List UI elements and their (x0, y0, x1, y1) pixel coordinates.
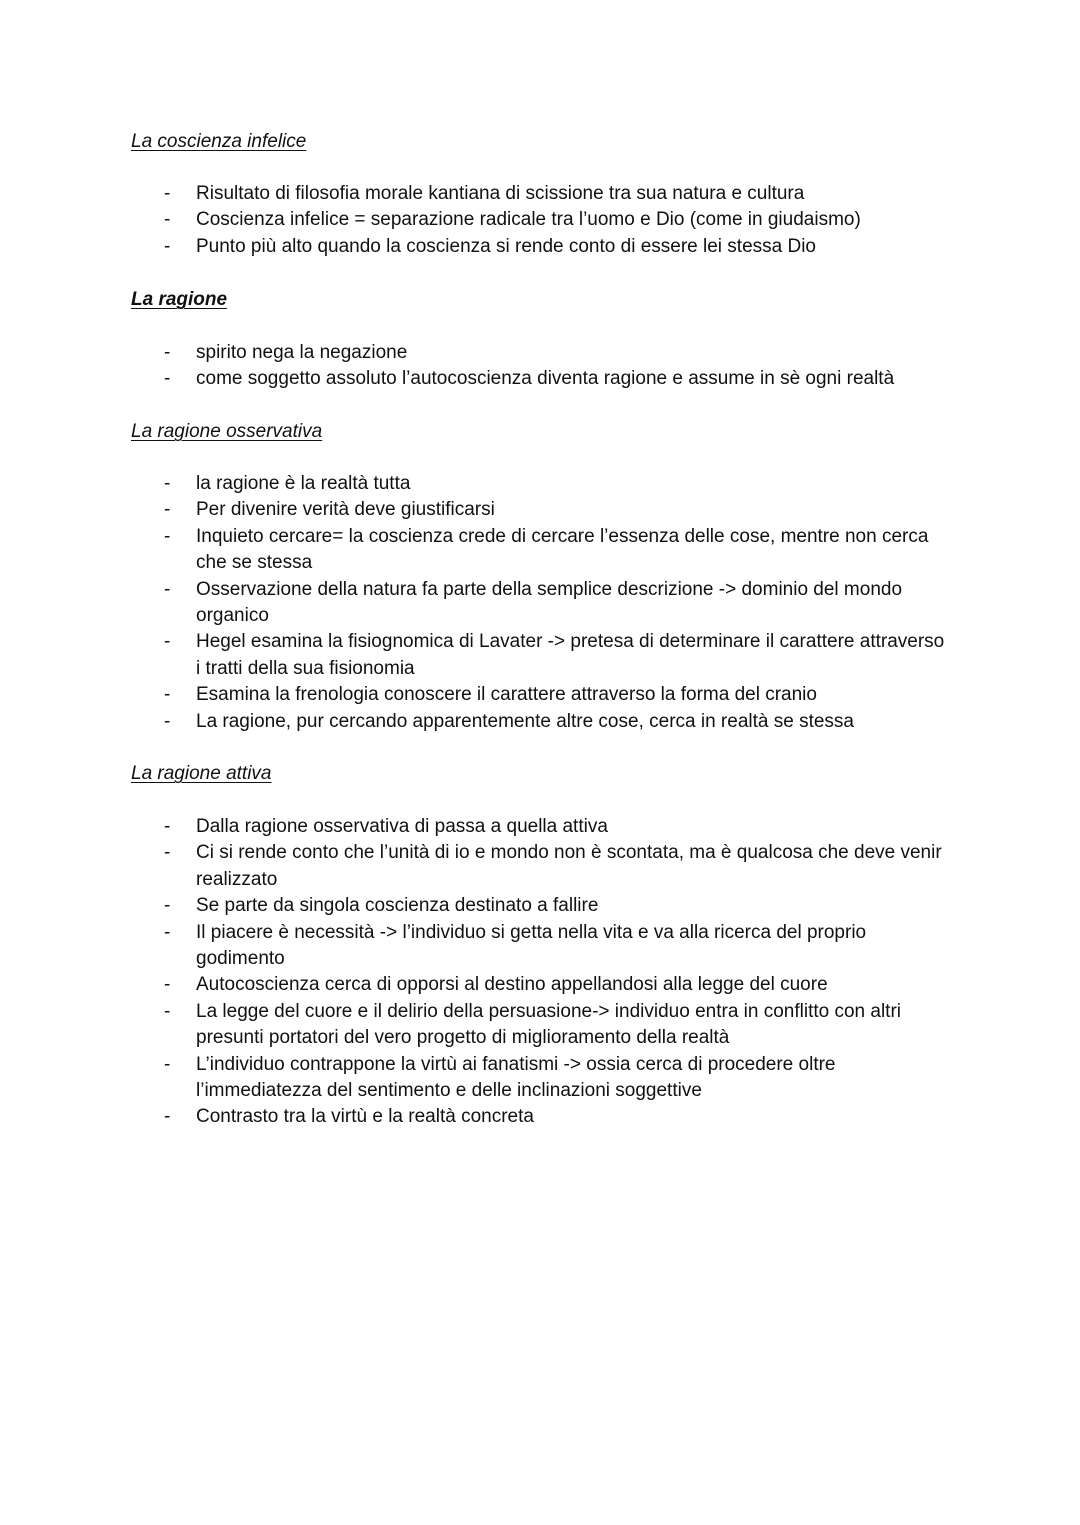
list-item: - la ragione è la realtà tutta (131, 471, 951, 497)
list-item: - Inquieto cercare= la coscienza crede di cercare l’essenza delle cose, mentre non cerca che se stessa (164, 525, 929, 574)
list-item: - Contrasto tra la virtù e la realtà concreta (131, 1104, 951, 1130)
bullet-dash: - (164, 342, 171, 363)
bullet-dash: - (164, 842, 171, 864)
list-item: - Risultato di filosofia morale kantiana di scissione tra sua natura e cultura (131, 181, 951, 207)
list-item: - La ragione, pur cercando apparentemente altre cose, cerca in realtà se stessa (131, 709, 951, 735)
list-item: - Esamina la frenologia conoscere il carattere attraverso la forma del cranio (131, 682, 951, 708)
bullet-dash: - (164, 684, 171, 706)
bullet-dash: - (164, 499, 171, 521)
list-item: - Autocoscienza cerca di opporsi al destino appellandosi alla legge del cuore (131, 972, 951, 998)
list-ragione-attiva (131, 814, 951, 1131)
list-item: - spirito nega la negazione (131, 340, 951, 366)
bullet-dash: - (164, 895, 171, 917)
bullet-dash: - (164, 1000, 171, 1022)
list-item: - Punto più alto quando la coscienza si rende conto di essere lei stessa Dio (131, 234, 951, 260)
bullet-dash: - (164, 710, 171, 732)
bullet-dash: - (164, 921, 171, 943)
section-title-ragione-attiva: La ragione attiva (131, 763, 272, 784)
list-item: - Coscienza infelice = separazione radicale tra l’uomo e Dio (come in giudaismo) (131, 207, 951, 233)
bullet-dash: - (164, 816, 171, 837)
bullet-dash: - (164, 183, 171, 204)
bullet-dash: - (164, 1106, 171, 1128)
bullet-dash: - (164, 974, 171, 996)
bullet-dash: - (164, 235, 171, 257)
list-item: - Il piacere è necessità -> l’individuo si getta nella vita e va alla ricerca del proprio godimento (164, 921, 867, 970)
section-title-coscienza-infelice: La coscienza infelice (131, 131, 307, 152)
section-title-ragione-osservativa: La ragione osservativa (131, 421, 323, 442)
bullet-dash: - (164, 368, 171, 390)
list-ragione-osservativa (131, 471, 951, 735)
bullet-dash: - (164, 631, 171, 653)
list-item: - Ci si rende conto che l’unità di io e mondo non è scontata, ma è qualcosa che deve venir realizzato (164, 842, 942, 890)
bullet-dash: - (164, 525, 171, 547)
bullet-dash: - (164, 209, 171, 231)
list-item: - Hegel esamina la fisiognomica di Lavater -> pretesa di determinare il carattere attraverso i tratti della sua fisionomia (164, 631, 945, 679)
bullet-dash: - (164, 1053, 171, 1075)
list-item: - La legge del cuore e il delirio della persuasione-> individuo entra in conflitto con altri presunti portatori del vero progetto di miglioramento della realtà (164, 1000, 902, 1049)
list-item: - L’individuo contrappone la virtù ai fanatismi -> ossia cerca di procedere oltre l’immediatezza del sentimento e delle inclinazioni soggettive (164, 1053, 836, 1102)
list-coscienza-infelice (131, 181, 951, 260)
section-title-ragione: La ragione (131, 289, 228, 310)
list-ragione (131, 340, 951, 393)
list-item: - Se parte da singola coscienza destinato a fallire (131, 893, 951, 919)
list-item: - Osservazione della natura fa parte della semplice descrizione -> dominio del mondo organico (164, 578, 903, 627)
bullet-dash: - (164, 473, 171, 494)
list-item: - come soggetto assoluto l’autocoscienza diventa ragione e assume in sè ogni realtà (131, 366, 951, 392)
list-item: - Dalla ragione osservativa di passa a quella attiva (131, 814, 951, 840)
bullet-dash: - (164, 578, 171, 600)
list-item: - Per divenire verità deve giustificarsi (131, 497, 951, 523)
